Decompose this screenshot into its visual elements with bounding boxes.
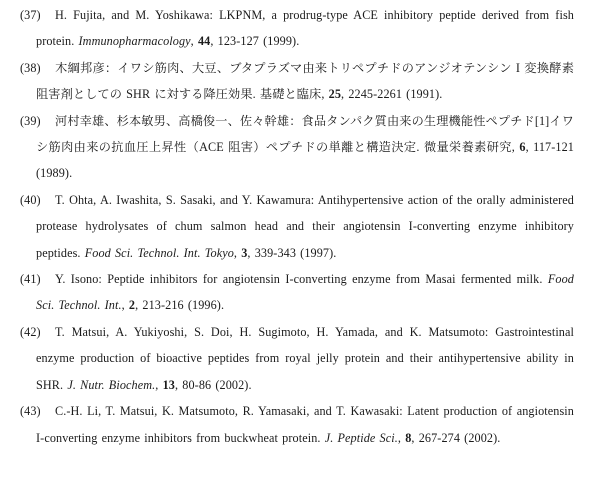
reference-text: H. Fujita, and M. Yoshikawa: LKPNM, a prodrug-type ACE inhibitory peptide derived from fish protein. Immunopharmacology, 44, 123-127 (1999). [36, 8, 574, 49]
reference-item [20, 2, 574, 55]
reference-number: (40) [20, 192, 41, 207]
reference-text: 木綱邦彦：イワシ筋肉、大豆、ブタプラズマ由来トリペプチドのアンジオテンシン I 変換酵素阻害剤としての SHR に対する降圧効果. 基礎と臨床, 25, 2245-2261 (1991). [36, 60, 574, 102]
reference-number: (39) [20, 113, 41, 128]
reference-number: (37) [20, 8, 41, 22]
reference-item [20, 108, 574, 187]
reference-item [20, 187, 574, 266]
reference-item [20, 266, 574, 319]
reference-text: T. Ohta, A. Iwashita, S. Sasaki, and Y. Kawamura: Antihypertensive action of the orally administered protease hydrolysates of chum salmon head and their angiotensin I-converting enzyme inhibitory peptides. Food Sci. Technol. Int. Tokyo, 3, 339-343 (1997). [36, 192, 574, 260]
reference-text: Y. Isono: Peptide inhibitors for angiotensin I-converting enzyme from Masai fermented milk. Food Sci. Technol. Int., 2, 213-216 (1996). [36, 272, 574, 313]
reference-list [20, 2, 574, 451]
reference-item [20, 55, 574, 108]
reference-item [20, 319, 574, 398]
reference-number: (38) [20, 60, 41, 75]
reference-text: C.-H. Li, T. Matsui, K. Matsumoto, R. Yamasaki, and T. Kawasaki: Latent production of angiotensin I-converting enzyme inhibitors from buckwheat protein. J. Peptide Sci., 8, 267-274 (2002). [36, 404, 574, 445]
reference-text: T. Matsui, A. Yukiyoshi, S. Doi, H. Sugimoto, H. Yamada, and K. Matsumoto: Gastrointestinal enzyme production of bioactive peptides from royal jelly protein and their antihypertensive ability in SHR. J. Nutr. Biochem., 13, 80-86 (2002). [36, 324, 574, 392]
reference-number: (41) [20, 272, 41, 287]
reference-item [20, 398, 574, 451]
reference-text: 河村幸雄、杉本敏男、高橋俊一、佐々幹雄：食品タンパク質由来の生理機能性ペプチド[1]イワシ筋肉由来の抗血圧上昇性（ACE 阻害）ペプチドの単離と構造決定. 微量栄養素研究, 6, 117-121 (1989). [36, 113, 574, 181]
reference-number: (42) [20, 324, 41, 339]
reference-number: (43) [20, 404, 41, 419]
